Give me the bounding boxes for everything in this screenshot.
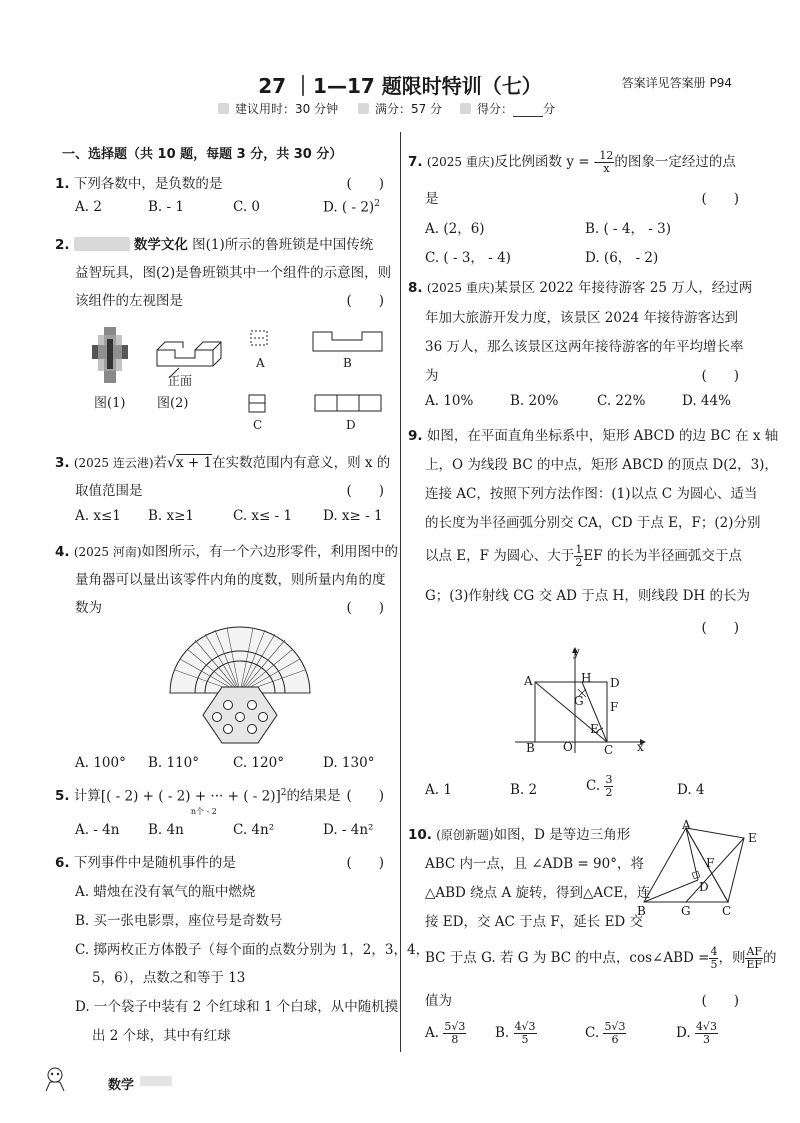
q10-option-b[interactable]: B. $\frac{4√3}{5}$ (495, 1020, 536, 1046)
question-8-line4: 为 (425, 368, 439, 384)
q9-label-h: H (581, 671, 592, 685)
q4-option-c[interactable]: C. 120° (233, 755, 284, 771)
q6-option-c[interactable]: C. 掷两枚正方体骰子（每个面的点数分别为 1，2，3，4， (75, 942, 430, 958)
pen-icon (460, 103, 471, 114)
q1-option-d[interactable]: D. ( - 2)$^2$ (323, 199, 380, 216)
q6-option-a[interactable]: A. 蜡烛在没有氧气的瓶中燃烧 (75, 884, 256, 900)
q9-option-b[interactable]: B. 2 (510, 782, 538, 798)
question-3: 3. (2025 连云港)若√x + 1在实数范围内有意义，则 x 的 (55, 455, 391, 471)
q10-label-f: F (706, 856, 715, 870)
q3-option-d[interactable]: D. x≥ - 1 (323, 508, 383, 524)
q10-option-a[interactable]: A. $\frac{5√3}{8}$ (425, 1020, 466, 1046)
q9-label-b: B (526, 741, 535, 755)
q9-option-a[interactable]: A. 1 (425, 782, 452, 798)
mascot-icon (40, 1065, 70, 1093)
score-icon (358, 103, 369, 114)
answer-paren-6[interactable]: ( ) (346, 855, 384, 871)
footer-subject: 数学 (108, 1078, 135, 1093)
q10-label-e: E (748, 831, 757, 845)
question-7: 7. (2025 重庆)反比例函数 y = - $\frac{12}{x}$ 的图象一定经过的点 (408, 149, 736, 175)
clock-icon (218, 103, 229, 114)
q5-option-c[interactable]: C. 4n² (233, 822, 275, 838)
option-c-figure[interactable] (248, 394, 268, 414)
question-6: 6. 下列事件中是随机事件的是 (55, 855, 236, 871)
answer-paren-7[interactable]: ( ) (701, 191, 739, 207)
q1-option-a[interactable]: A. 2 (75, 199, 102, 215)
score-field[interactable]: 得分： 分 (460, 100, 555, 117)
question-9-line6: G；(3)作射线 CG 交 AD 于点 H，则线段 DH 的长为 (425, 588, 751, 604)
page-title: 27 ｜1—17 题限时特训（七） (258, 74, 542, 98)
q2-option-a[interactable]: A (256, 356, 265, 370)
q10-label-c: C (722, 904, 732, 918)
question-4: 4. (2025 河南)如图所示，有一个六边形零件，利用图中的 (55, 544, 399, 560)
q9-option-d[interactable]: D. 4 (677, 782, 705, 798)
q8-option-b[interactable]: B. 20% (510, 393, 559, 409)
q3-option-b[interactable]: B. x≥1 (148, 508, 195, 524)
answer-paren-9[interactable]: ( ) (701, 620, 739, 636)
q10-figure (638, 822, 758, 912)
answer-paren-2[interactable]: ( ) (346, 293, 384, 309)
footer-mark (140, 1076, 172, 1086)
q7-option-d[interactable]: D. (6， - 2) (585, 250, 659, 266)
question-8-line3: 36 万人，那么该景区这两年接待游客的年平均增长率 (425, 339, 744, 355)
q6-option-d[interactable]: D. 一个袋子中装有 2 个红球和 1 个白球，从中随机摸 (75, 999, 399, 1015)
q5-option-a[interactable]: A. - 4n (75, 822, 120, 838)
component-figure (155, 332, 225, 372)
question-3-line2: 取值范围是 (75, 483, 143, 499)
answer-paren-3[interactable]: ( ) (346, 483, 384, 499)
q2-option-b[interactable]: B (343, 356, 352, 370)
question-10-line6: 值为 (425, 993, 452, 1009)
front-label: 正面 (168, 374, 193, 388)
section-title: 一、选择题（共 10 题，每题 3 分，共 30 分） (62, 147, 343, 162)
answer-paren-1[interactable]: ( ) (346, 176, 384, 192)
question-10-line3: △ABD 绕点 A 旋转，得到△ACE，连 (425, 885, 651, 901)
question-9-line3: 连接 AC，按照下列方法作图：(1)以点 C 为圆心、适当 (425, 486, 758, 502)
question-9: 9. 如图，在平面直角坐标系中，矩形 ABCD 的边 BC 在 x 轴 (408, 428, 779, 444)
q9-label-e: E (590, 722, 599, 736)
question-9-line5: 以点 E，F 为圆心、大于 $\frac{1}{2}$ EF 的长为半径画弧交于点 (425, 543, 742, 569)
q4-option-b[interactable]: B. 110° (148, 755, 200, 771)
q10-label-b: B (637, 904, 646, 918)
q9-label-y: y (573, 645, 580, 659)
q9-label-d: D (610, 676, 620, 690)
answer-reference: 答案详见答案册 P94 (621, 76, 732, 90)
q10-label-g: G (681, 904, 691, 918)
question-5: 5. 计算[( - 2) + ( - 2) + ··· + ( - 2)]$^2$ n个 - 2 的结果是 (55, 787, 341, 816)
answer-paren-4[interactable]: ( ) (346, 600, 384, 616)
protractor-figure (165, 625, 315, 750)
question-2-line2: 益智玩具，图(2)是鲁班锁其中一个组件的示意图，则 (75, 265, 392, 281)
q7-option-a[interactable]: A. (2，6) (425, 221, 485, 237)
question-7-line2: 是 (425, 191, 439, 207)
option-a-figure[interactable] (250, 330, 270, 346)
q2-option-c[interactable]: C (253, 418, 263, 432)
q8-option-c[interactable]: C. 22% (597, 393, 646, 409)
answer-paren-5[interactable]: ( ) (346, 788, 384, 804)
q5-option-b[interactable]: B. 4n (148, 822, 184, 838)
q9-label-g: G (574, 694, 584, 708)
q3-option-c[interactable]: C. x≤ - 1 (233, 508, 293, 524)
question-10-line5: BC 于点 G. 若 G 为 BC 的中点，cos∠ABD = $\frac{4}{5}$ ，则 $\frac{AF}{EF}$ 的 (425, 945, 777, 971)
q1-option-b[interactable]: B. - 1 (148, 199, 184, 215)
full-score: 满分：57 分 (358, 100, 442, 117)
q9-label-x: x (637, 740, 644, 754)
q8-option-a[interactable]: A. 10% (425, 393, 474, 409)
q6-option-c-cont[interactable]: 5，6），点数之和等于 13 (92, 970, 246, 986)
fig1-caption: 图(1) (94, 396, 126, 411)
luban-lock-figure (90, 325, 130, 385)
q7-option-b[interactable]: B. ( - 4， - 3) (585, 221, 672, 237)
question-2: 2. 数学文化 图(1)所示的鲁班锁是中国传统 (55, 237, 374, 253)
q9-label-o: O (563, 740, 573, 754)
q9-label-f: F (610, 700, 619, 714)
question-10-line4: 接 ED，交 AC 于点 F，延长 ED 交 (425, 914, 644, 930)
question-9-line2: 上，O 为线段 BC 的中点，矩形 ABCD 的顶点 D(2，3)， (425, 457, 778, 473)
new-curriculum-badge (74, 237, 130, 251)
question-8: 8. (2025 重庆)某景区 2022 年接待游客 25 万人，经过两 (408, 280, 753, 296)
question-4-line3: 数为 (75, 600, 102, 616)
question-10-line2: ABC 内一点，且 ∠ADB = 90°，将 (425, 856, 644, 872)
q3-option-a[interactable]: A. x≤1 (75, 508, 121, 524)
q2-option-d[interactable]: D (346, 418, 356, 432)
q8-option-d[interactable]: D. 44% (682, 393, 731, 409)
q10-option-d[interactable]: D. $\frac{4√3}{3}$ (676, 1020, 717, 1046)
q10-label-d: D (699, 880, 709, 894)
q10-label-a: A (682, 818, 691, 832)
q9-label-a: A (524, 674, 533, 688)
q6-option-b[interactable]: B. 买一张电影票，座位号是奇数号 (75, 913, 283, 929)
question-2-line3: 该组件的左视图是 (75, 293, 183, 309)
q7-option-c[interactable]: C. ( - 3， - 4) (425, 250, 511, 266)
question-4-line2: 量角器可以量出该零件内角的度数，则所量内角的度 (75, 572, 386, 588)
option-b-figure[interactable] (312, 331, 384, 353)
fig2-caption: 图(2) (157, 396, 189, 411)
q4-option-d[interactable]: D. 130° (323, 755, 375, 771)
option-d-figure[interactable] (314, 394, 384, 414)
q9-label-c: C (604, 743, 614, 757)
q10-option-c[interactable]: C. $\frac{5√3}{6}$ (585, 1020, 626, 1046)
time-suggestion: 建议用时：30 分钟 (218, 100, 338, 117)
q1-option-c[interactable]: C. 0 (233, 199, 261, 215)
q5-option-d[interactable]: D. - 4n² (323, 822, 374, 838)
q6-option-d-cont[interactable]: 出 2 个球，其中有红球 (92, 1028, 231, 1044)
question-1: 1. 下列各数中，是负数的是 (55, 176, 223, 192)
column-divider (400, 132, 401, 1052)
answer-paren-8[interactable]: ( ) (701, 368, 739, 384)
answer-paren-10[interactable]: ( ) (701, 993, 739, 1009)
question-8-line2: 年加大旅游开发力度，该景区 2024 年接待游客达到 (425, 310, 738, 326)
question-10: 10. (原创新题)如图，D 是等边三角形 (408, 827, 631, 843)
q9-option-c[interactable]: C. $\frac{3}{2}$ (586, 773, 613, 799)
question-9-line4: 的长度为半径画弧分别交 CA，CD 于点 E，F；(2)分别 (425, 515, 761, 531)
q4-option-a[interactable]: A. 100° (75, 755, 126, 771)
